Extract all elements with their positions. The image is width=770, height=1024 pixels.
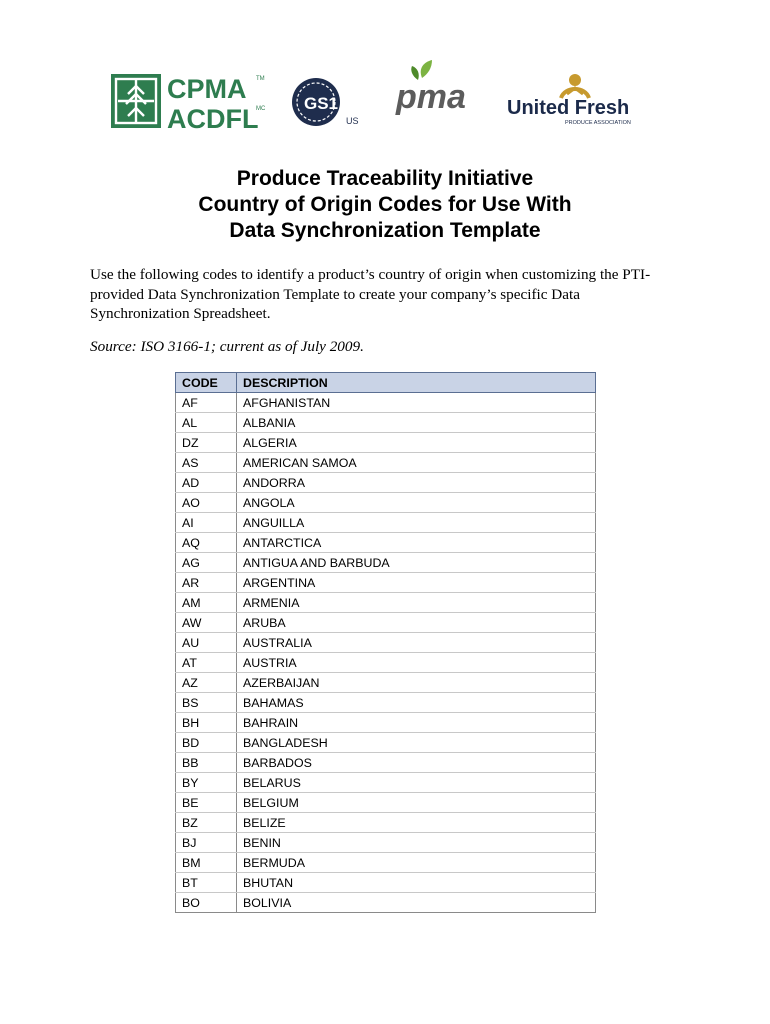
country-code: AW <box>176 613 237 633</box>
table-row <box>176 493 596 513</box>
table-row <box>176 573 596 593</box>
country-code: BY <box>176 773 237 793</box>
country-description: ALBANIA <box>237 413 596 433</box>
country-description: BELARUS <box>237 773 596 793</box>
country-code: AR <box>176 573 237 593</box>
cpma-line2-text: ACDFL <box>167 104 259 132</box>
gs1-text: GS1 <box>304 94 339 113</box>
gs1-us-text: US <box>346 116 359 126</box>
country-description: AFGHANISTAN <box>237 393 596 413</box>
united-fresh-sub-text: PRODUCE ASSOCIATION <box>565 120 631 126</box>
code-column-header: CODE <box>176 373 237 393</box>
country-code: AL <box>176 413 237 433</box>
country-code: AI <box>176 513 237 533</box>
description-column-header: DESCRIPTION <box>237 373 596 393</box>
table-row <box>176 893 596 913</box>
country-code: BH <box>176 713 237 733</box>
country-description: ANDORRA <box>237 473 596 493</box>
cpma-acdfl-logo <box>110 70 270 132</box>
title-line-1: Produce Traceability Initiative <box>236 167 534 190</box>
country-code: BJ <box>176 833 237 853</box>
country-code: AF <box>176 393 237 413</box>
table-row <box>176 773 596 793</box>
table-row <box>176 733 596 753</box>
country-code: AS <box>176 453 237 473</box>
country-code: AU <box>176 633 237 653</box>
table-header-row <box>176 373 596 393</box>
table-row <box>176 413 596 433</box>
title-line-2: Country of Origin Codes for Use With <box>198 193 572 216</box>
table-row <box>176 693 596 713</box>
table-row <box>176 593 596 613</box>
country-description: ANGUILLA <box>237 513 596 533</box>
country-description: ANTIGUA AND BARBUDA <box>237 553 596 573</box>
table-row <box>176 433 596 453</box>
table-row <box>176 653 596 673</box>
table-row <box>176 453 596 473</box>
country-code: AG <box>176 553 237 573</box>
table-row <box>176 613 596 633</box>
country-description: BARBADOS <box>237 753 596 773</box>
united-fresh-text: United Fresh <box>507 97 630 119</box>
country-description: ARUBA <box>237 613 596 633</box>
country-code: AZ <box>176 673 237 693</box>
country-description: BERMUDA <box>237 853 596 873</box>
country-code: AT <box>176 653 237 673</box>
country-description: BANGLADESH <box>237 733 596 753</box>
table-row <box>176 513 596 533</box>
cpma-line1-text: CPMA <box>167 74 247 104</box>
country-code: BO <box>176 893 237 913</box>
table-row <box>176 533 596 553</box>
country-description: AUSTRALIA <box>237 633 596 653</box>
table-row <box>176 853 596 873</box>
country-description: BOLIVIA <box>237 893 596 913</box>
country-code: BM <box>176 853 237 873</box>
country-code: BE <box>176 793 237 813</box>
country-code: BD <box>176 733 237 753</box>
logo-bar <box>100 58 670 138</box>
table-row <box>176 833 596 853</box>
pma-text: pma <box>396 78 466 116</box>
table-row <box>176 873 596 893</box>
country-code: AM <box>176 593 237 613</box>
country-code: AD <box>176 473 237 493</box>
table-row <box>176 473 596 493</box>
country-code: AQ <box>176 533 237 553</box>
table-row <box>176 633 596 653</box>
country-code: BT <box>176 873 237 893</box>
country-description: BHUTAN <box>237 873 596 893</box>
country-description: AZERBAIJAN <box>237 673 596 693</box>
country-description: BELGIUM <box>237 793 596 813</box>
table-body <box>176 393 596 913</box>
table-row <box>176 793 596 813</box>
table-row <box>176 713 596 733</box>
table-row <box>176 813 596 833</box>
country-description: AUSTRIA <box>237 653 596 673</box>
country-code: AO <box>176 493 237 513</box>
country-codes-table <box>175 372 596 913</box>
country-description: BAHAMAS <box>237 693 596 713</box>
country-description: AMERICAN SAMOA <box>237 453 596 473</box>
cpma-tm-text: TM <box>256 76 265 82</box>
country-code: DZ <box>176 433 237 453</box>
country-description: ANGOLA <box>237 493 596 513</box>
country-description: BELIZE <box>237 813 596 833</box>
source-note: Source: ISO 3166-1; current as of July 2009. <box>90 338 364 355</box>
country-code: BS <box>176 693 237 713</box>
table-row <box>176 393 596 413</box>
country-description: ARGENTINA <box>237 573 596 593</box>
country-code: BB <box>176 753 237 773</box>
cpma-mc-text: MC <box>256 106 266 112</box>
country-description: ANTARCTICA <box>237 533 596 553</box>
table-row <box>176 673 596 693</box>
united-fresh-logo <box>505 70 645 132</box>
gs1-us-logo <box>292 72 380 132</box>
country-description: BENIN <box>237 833 596 853</box>
table-row <box>176 553 596 573</box>
country-code: BZ <box>176 813 237 833</box>
pma-logo <box>392 58 482 118</box>
table-row <box>176 753 596 773</box>
title-line-3: Data Synchronization Template <box>229 219 541 242</box>
document-title <box>0 166 770 244</box>
country-description: BAHRAIN <box>237 713 596 733</box>
country-description: ARMENIA <box>237 593 596 613</box>
intro-paragraph: Use the following codes to identify a product’s country of origin when customizing the PTI-provided Data Synchronization Template to create your company’s specific Data Synchronization Spreadsheet. <box>90 266 651 322</box>
country-description: ALGERIA <box>237 433 596 453</box>
